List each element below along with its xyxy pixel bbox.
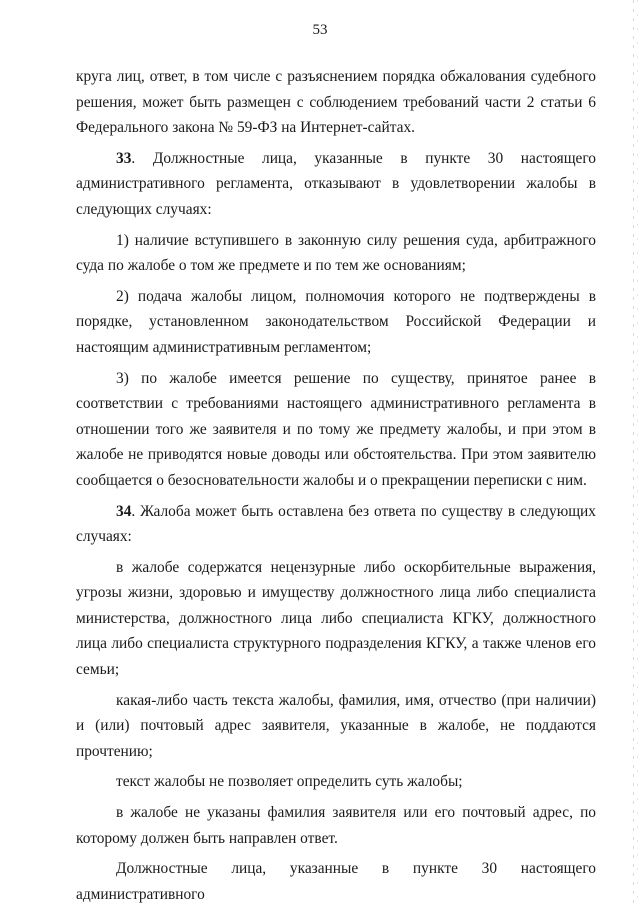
paragraph-text: в жалобе не указаны фамилия заявителя или его почтовый адрес, по которому должен быть направлен ответ. xyxy=(76,804,596,847)
paragraph-subitem-2 xyxy=(76,284,596,361)
paragraph-text: Должностные лица, указанные в пункте 30 настоящего административного xyxy=(76,860,596,903)
paragraph-case-obscene xyxy=(76,555,596,683)
paragraph-text: круга лиц, ответ, в том числе с разъяснением порядка обжалования судебного решения, может быть размещен с соблюдением требований части 2 статьи 6 Федерального закона № 59-ФЗ на Интернет-сайтах. xyxy=(76,68,596,137)
paragraph-continuation xyxy=(76,64,596,141)
scan-edge-artifact xyxy=(637,0,638,905)
paragraph-text: . Жалоба может быть оставлена без ответа по существу в следующих случаях: xyxy=(76,502,596,546)
item-number: 34 xyxy=(116,502,132,520)
paragraph-item-34 xyxy=(76,499,596,550)
paragraph-case-no-essence xyxy=(76,769,596,795)
paragraph-text: текст жалобы не позволяет определить суть жалобы; xyxy=(116,773,463,791)
paragraph-text: 1) наличие вступившего в законную силу решения суда, арбитражного суда по жалобе о том же предмете и по тем же основаниям; xyxy=(76,231,596,275)
paragraph-text: в жалобе содержатся нецензурные либо оскорбительные выражения, угрозы жизни, здоровью и имуществу должностного лица либо специалиста министерства, должностного лица либо специалиста КГКУ, должностного лица либо специалиста структурного подразделения КГКУ, а также членов его семьи; xyxy=(76,558,596,679)
paragraph-text: 2) подача жалобы лицом, полномочия которого не подтверждены в порядке, установленном законодательством Российской Федерации и настоящим административным регламентом; xyxy=(76,287,596,356)
page-number: 53 xyxy=(312,22,328,38)
paragraph-trailing xyxy=(76,856,596,907)
document-body xyxy=(76,64,596,912)
paragraph-item-33 xyxy=(76,146,596,223)
item-number: 33 xyxy=(116,149,132,167)
paragraph-subitem-3 xyxy=(76,366,596,494)
paragraph-text: 3) по жалобе имеется решение по существу, принятое ранее в соответствии с требованиями настоящего административного регламента в отношении того же заявителя и по тому же предмету жалобы, и при этом в жалобе не приводятся новые доводы или обстоятельства. При этом заявителю сообщается о безосновательности жалобы и о прекращении переписки с ним. xyxy=(76,369,596,489)
paragraph-case-no-address xyxy=(76,800,596,851)
paragraph-case-unreadable xyxy=(76,688,596,765)
paragraph-text: . Должностные лица, указанные в пункте 30 настоящего административного регламента, отказывают в удовлетворении жалобы в следующих случаях: xyxy=(76,149,596,218)
scan-edge-artifact xyxy=(633,0,634,905)
paragraph-text: какая-либо часть текста жалобы, фамилия, имя, отчество (при наличии) и (или) почтовый адрес заявителя, указанные в жалобе, не поддаются прочтению; xyxy=(76,691,596,760)
paragraph-subitem-1 xyxy=(76,228,596,279)
